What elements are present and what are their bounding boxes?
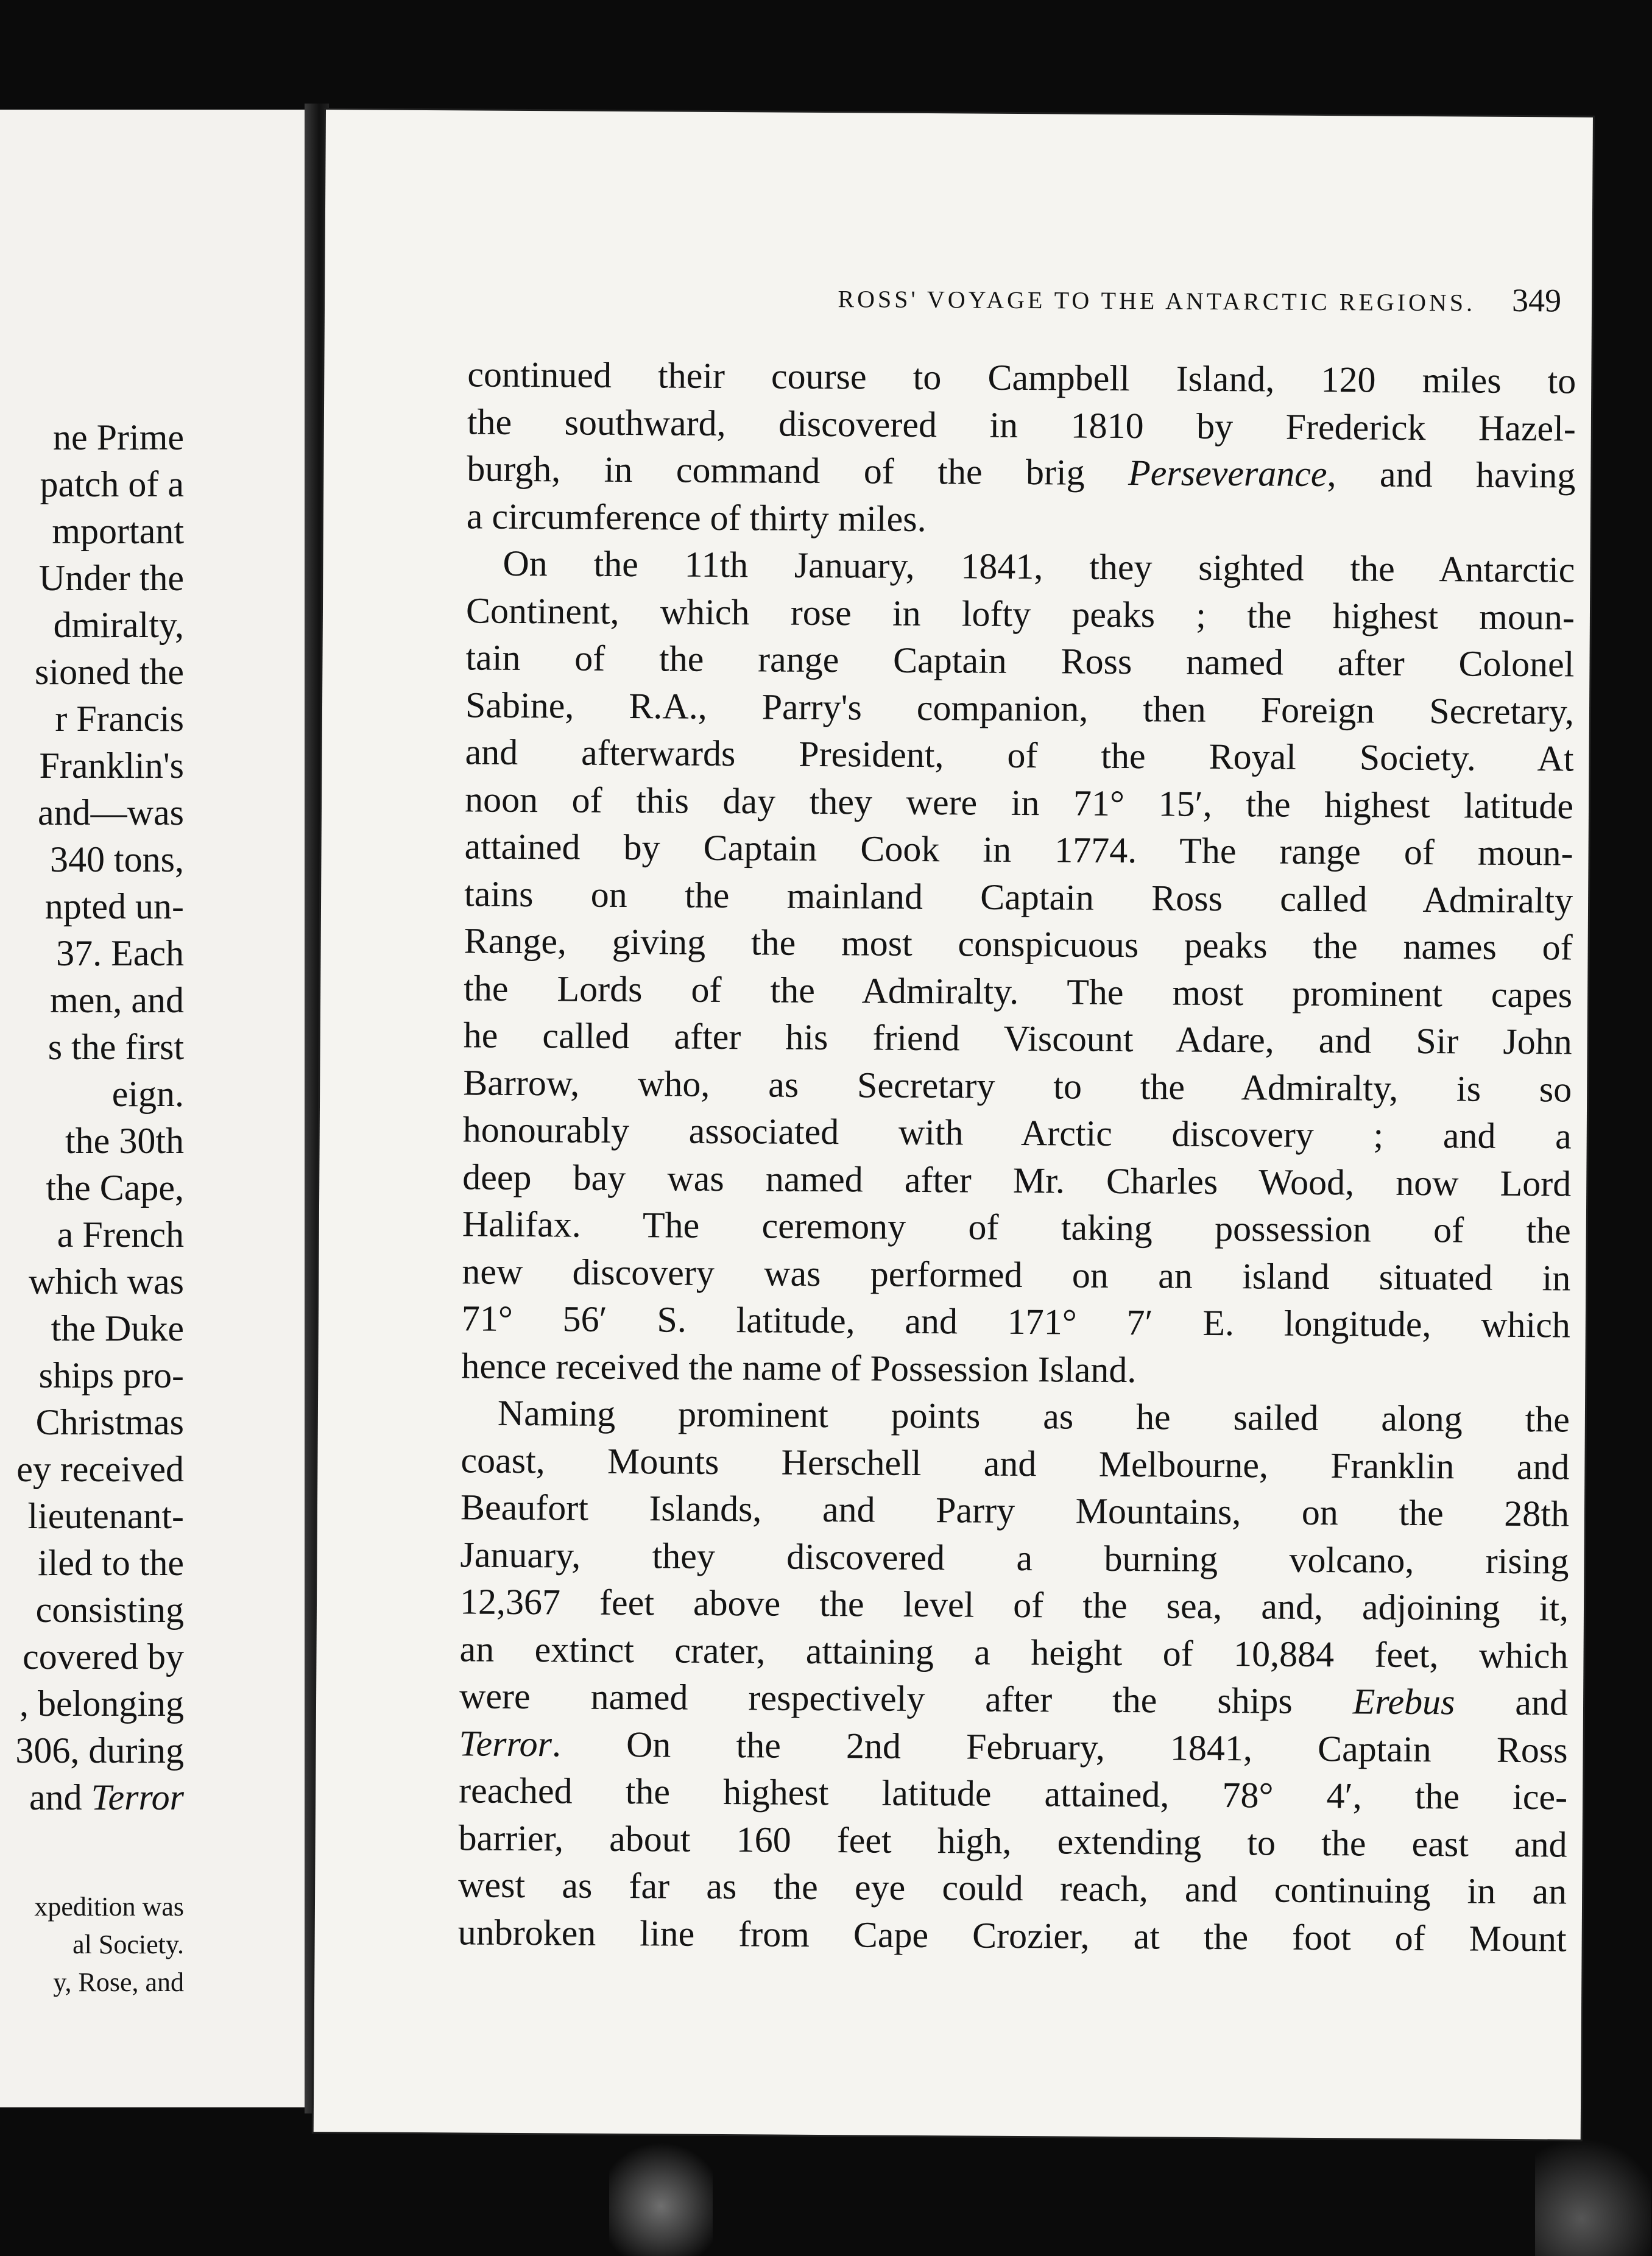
left-line: eign. bbox=[111, 1074, 184, 1114]
text-line: barrier, about 160 feet high, extending to the east and bbox=[458, 1817, 1567, 1864]
paragraph-start-line: On the 11th January, 1841, they sighted the Antarctic bbox=[503, 543, 1575, 590]
text-line: deep bay was named after Mr. Charles Wood, now Lord bbox=[462, 1156, 1572, 1204]
text-line: noon of this day they were in 71° 15′, the highest latitude bbox=[464, 778, 1574, 827]
text-line: honourably associated with Arctic discovery ; and a bbox=[462, 1109, 1572, 1157]
text-line: continued their course to Campbell Island, 120 miles to bbox=[467, 354, 1576, 401]
left-line: men, and bbox=[50, 980, 184, 1020]
left-line: and Terror bbox=[29, 1777, 184, 1817]
left-line: the Cape, bbox=[46, 1168, 184, 1208]
text-line: west as far as the eye could reach, and continuing in an bbox=[457, 1864, 1567, 1912]
text-line: the Lords of the Admiralty. The most prominent capes bbox=[463, 967, 1573, 1015]
text-line: coast, Mounts Herschell and Melbourne, Franklin and bbox=[461, 1439, 1570, 1487]
text-line: reached the highest latitude attained, 78° 4′, the ice- bbox=[458, 1770, 1568, 1817]
text-line: new discovery was performed on an island situated in bbox=[462, 1250, 1571, 1299]
left-page-fragment bbox=[0, 110, 320, 2107]
left-line: Under the bbox=[38, 558, 184, 598]
body-text bbox=[457, 351, 1576, 1962]
left-line: mportant bbox=[52, 511, 184, 551]
left-line: dmiralty, bbox=[53, 605, 184, 645]
left-footnote-line: y, Rose, and bbox=[53, 1967, 184, 1997]
page-number: 349 bbox=[1511, 281, 1562, 319]
text-line: 71° 56′ S. latitude, and 171° 7′ E. longitude, which bbox=[461, 1298, 1571, 1345]
text-line: the southward, discovered in 1810 by Frederick Hazel- bbox=[467, 401, 1576, 449]
text-line: an extinct crater, attaining a height of 10,884 feet, which bbox=[459, 1628, 1569, 1676]
left-page-text bbox=[0, 414, 184, 1821]
scan-smudge bbox=[609, 2132, 713, 2256]
text-line: were named respectively after the ships Erebus and bbox=[459, 1676, 1569, 1723]
left-footnote-line: xpedition was bbox=[34, 1892, 184, 1922]
scan-smudge bbox=[1535, 2132, 1651, 2256]
running-head bbox=[507, 275, 1561, 320]
left-line: patch of a bbox=[40, 464, 184, 504]
left-line: Franklin's bbox=[39, 746, 184, 786]
left-line: and—was bbox=[38, 792, 184, 833]
left-line: the Duke bbox=[51, 1308, 184, 1348]
left-line: Christmas bbox=[35, 1402, 184, 1442]
text-line: tain of the range Captain Ross named after Colonel bbox=[465, 637, 1575, 685]
text-line: Sabine, R.A., Parry's companion, then Foreign Secretary, bbox=[465, 684, 1575, 732]
left-line: covered by bbox=[23, 1637, 184, 1677]
left-line: sioned the bbox=[35, 652, 184, 692]
paragraph-start-line: Naming prominent points as he sailed along the bbox=[497, 1392, 1570, 1440]
left-line: r Francis bbox=[55, 699, 184, 739]
text-line: hence received the name of Possession Island. bbox=[461, 1345, 1137, 1390]
text-line: Halifax. The ceremony of taking possession of the bbox=[462, 1204, 1571, 1251]
left-line: 37. Each bbox=[56, 933, 184, 973]
left-line: ships pro- bbox=[38, 1355, 184, 1395]
left-line: the 30th bbox=[65, 1121, 184, 1161]
left-line: s the first bbox=[48, 1027, 184, 1067]
left-page-footnotes bbox=[0, 1888, 184, 2001]
left-line: , belonging bbox=[19, 1683, 184, 1724]
left-line: npted un- bbox=[44, 886, 184, 926]
left-line: which was bbox=[29, 1261, 184, 1302]
left-line: a French bbox=[57, 1214, 184, 1255]
text-line: and afterwards President, of the Royal Society. At bbox=[465, 731, 1574, 779]
text-line: a circumference of thirty miles. bbox=[466, 495, 927, 539]
text-line: tains on the mainland Captain Ross called Admiralty bbox=[464, 873, 1573, 921]
text-line: attained by Captain Cook in 1774. The range of moun- bbox=[464, 826, 1573, 873]
text-line: January, they discovered a burning volcano, rising bbox=[460, 1534, 1569, 1582]
left-line: iled to the bbox=[38, 1543, 184, 1583]
left-line: lieutenant- bbox=[27, 1496, 184, 1536]
left-line: 306, during bbox=[15, 1730, 184, 1771]
text-line: Terror. On the 2nd February, 1841, Captain Ross bbox=[459, 1722, 1568, 1771]
left-footnote-line: al Society. bbox=[72, 1930, 184, 1959]
text-line: Barrow, who, as Secretary to the Admiralty, is so bbox=[463, 1062, 1572, 1110]
left-line: consisting bbox=[35, 1590, 184, 1630]
text-line: burgh, in command of the brig Perseverance, and having bbox=[467, 448, 1576, 496]
text-line: unbroken line from Cape Crozier, at the foot of Mount bbox=[457, 1911, 1567, 1959]
text-line: he called after his friend Viscount Adare, and Sir John bbox=[463, 1015, 1572, 1062]
left-line: ey received bbox=[16, 1449, 184, 1489]
text-line: 12,367 feet above the level of the sea, and, adjoining it, bbox=[459, 1581, 1569, 1629]
right-page bbox=[314, 110, 1593, 2140]
text-line: Continent, which rose in lofty peaks ; the highest moun- bbox=[465, 590, 1575, 638]
left-line: 340 tons, bbox=[49, 839, 184, 879]
text-line: Range, giving the most conspicuous peaks the names of bbox=[464, 920, 1573, 968]
running-head-title: ROSS' VOYAGE TO THE ANTARCTIC REGIONS. bbox=[838, 285, 1476, 317]
left-line: ne Prime bbox=[53, 417, 184, 457]
text-line: Beaufort Islands, and Parry Mountains, on the 28th bbox=[460, 1487, 1570, 1534]
